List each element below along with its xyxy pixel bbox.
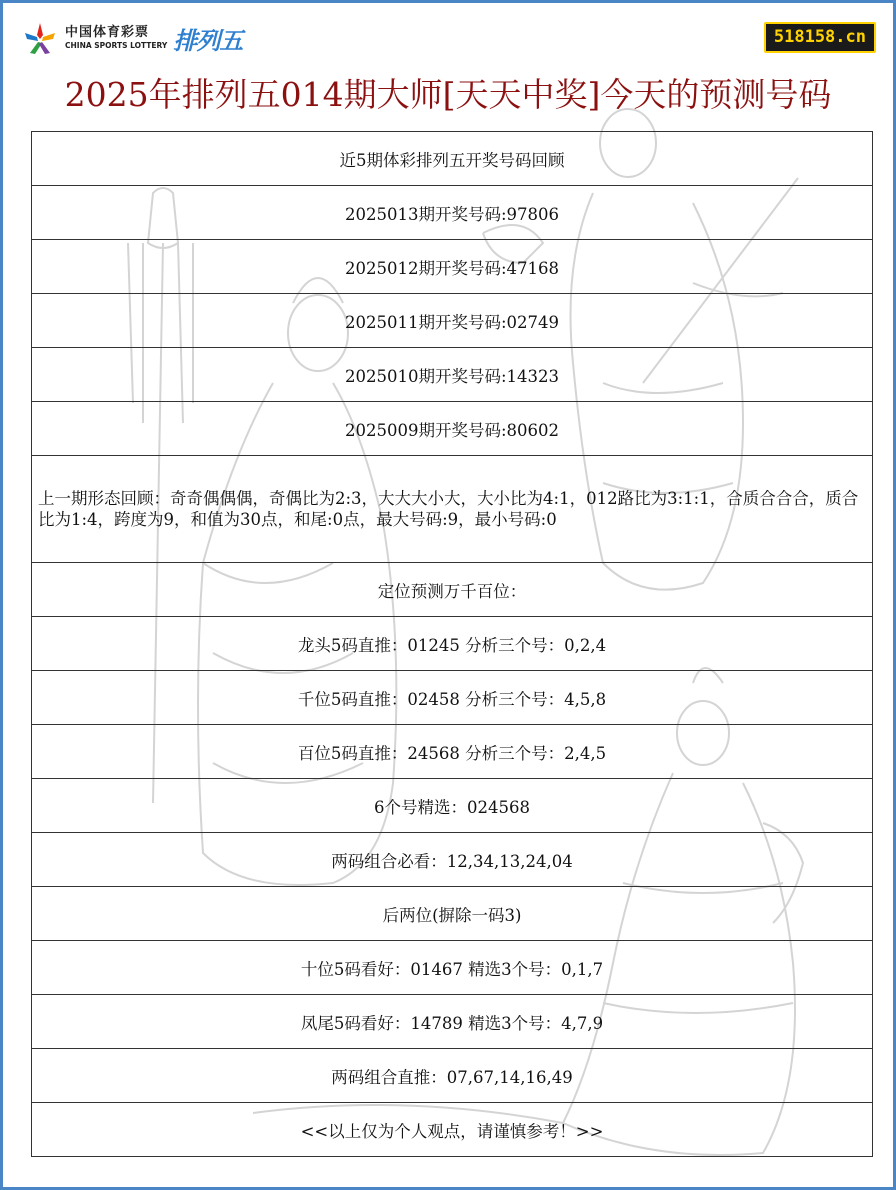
table-row-footer xyxy=(32,1103,872,1157)
table-row xyxy=(32,563,872,617)
prediction-table xyxy=(31,131,873,1157)
row-text: 定位预测万千百位： xyxy=(377,581,527,601)
row-text: 6个号精选：024568 xyxy=(374,797,530,817)
table-row xyxy=(32,132,872,186)
table-row xyxy=(32,941,872,995)
row-text: 2025010期开奖号码:14323 xyxy=(344,366,560,386)
row-text: 2025009期开奖号码:80602 xyxy=(344,420,560,440)
logo-cn-text: 中国体育彩票 xyxy=(65,25,150,41)
table-row xyxy=(32,294,872,348)
site-badge[interactable]: 518158.cn xyxy=(764,22,876,53)
row-text: 千位5码直推：02458 分析三个号：4,5,8 xyxy=(297,689,607,709)
logo-en-text: CHINA SPORTS LOTTERY xyxy=(65,41,168,51)
row-text: 两码组合必看：12,34,13,24,04 xyxy=(331,851,573,871)
row-text: 2025012期开奖号码:47168 xyxy=(344,258,560,278)
table-row xyxy=(32,186,872,240)
table-row xyxy=(32,240,872,294)
logo-text-block xyxy=(65,26,167,50)
row-text: 2025011期开奖号码:02749 xyxy=(344,312,560,332)
table-row xyxy=(32,402,872,456)
page-title: 2025年排列五014期大师[天天中奖]今天的预测号码 xyxy=(64,75,832,114)
table-row xyxy=(32,617,872,671)
row-text: 上一期形态回顾：奇奇偶偶偶，奇偶比为2:3，大大大小大，大小比为4:1，012路比为3:1:1，合质合合合，质合比为1:4，跨度为9，和值为30点，和尾:0点，最大号码:9，最小号码:0 xyxy=(38,489,859,529)
header xyxy=(3,3,893,63)
row-text: 后两位(摒除一码3) xyxy=(382,905,522,925)
china-sports-lottery-logo xyxy=(21,19,242,57)
logo-brand-text: 排列五 xyxy=(173,26,243,55)
row-text: 近5期体彩排列五开奖号码回顾 xyxy=(339,150,565,170)
row-text: <<以上仅为个人观点，请谨慎参考！>> xyxy=(300,1121,604,1141)
row-text: 两码组合直推：07,67,14,16,49 xyxy=(331,1067,573,1087)
row-text: 龙头5码直推：01245 分析三个号：0,2,4 xyxy=(297,635,607,655)
table-row-summary xyxy=(32,456,872,563)
table-row xyxy=(32,995,872,1049)
table-row xyxy=(32,348,872,402)
table-row xyxy=(32,779,872,833)
lottery-star-icon xyxy=(21,19,59,57)
row-text: 十位5码看好：01467 精选3个号：0,1,7 xyxy=(300,959,604,979)
row-text: 2025013期开奖号码:97806 xyxy=(344,204,560,224)
row-text: 凤尾5码看好：14789 精选3个号：4,7,9 xyxy=(300,1013,604,1033)
table-row xyxy=(32,887,872,941)
table-row xyxy=(32,671,872,725)
table-row xyxy=(32,725,872,779)
row-text: 百位5码直推：24568 分析三个号：2,4,5 xyxy=(297,743,607,763)
table-row xyxy=(32,1049,872,1103)
table-row xyxy=(32,833,872,887)
